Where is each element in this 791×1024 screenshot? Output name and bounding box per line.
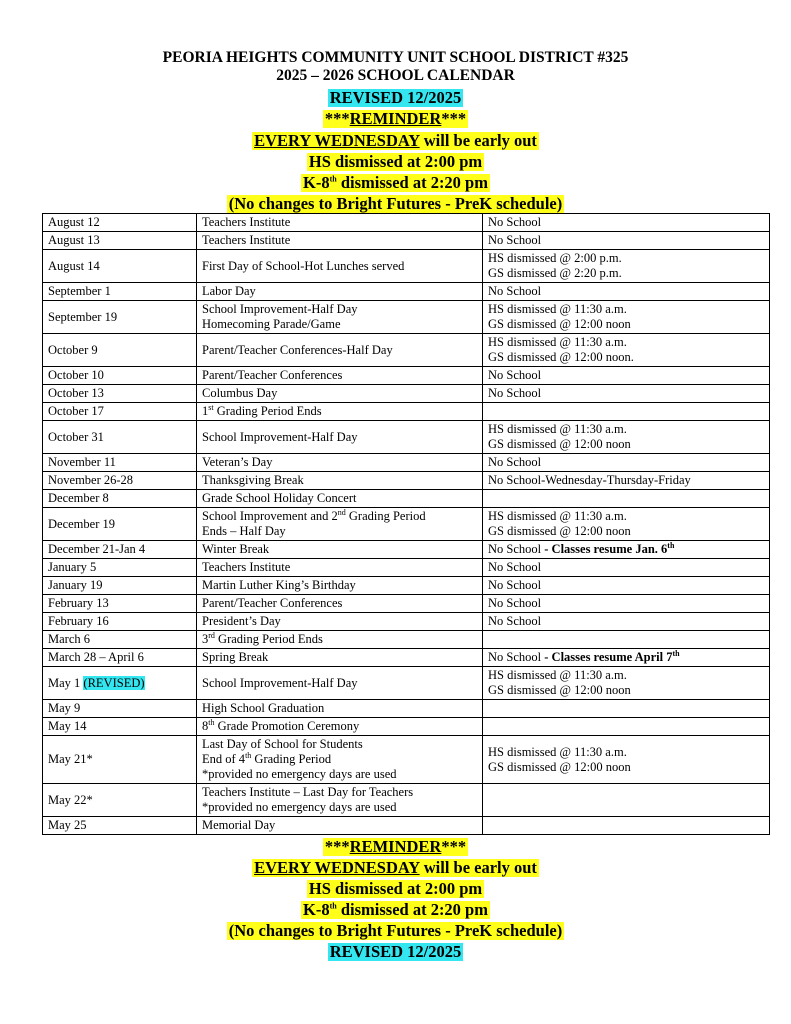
table-row	[43, 700, 770, 718]
date-cell: October 13	[43, 385, 197, 403]
note-cell: No School	[483, 367, 770, 385]
table-row	[43, 577, 770, 595]
note-cell	[483, 700, 770, 718]
note-cell: No School	[483, 232, 770, 250]
early-out-notice-top: EVERY WEDNESDAY will be early out	[254, 131, 537, 150]
table-row	[43, 817, 770, 835]
date-cell: January 19	[43, 577, 197, 595]
revised-notice-top: REVISED 12/2025	[329, 88, 462, 107]
event-cell: Last Day of School for Students End of 4th Grading Period *provided no emergency days are used	[197, 736, 483, 784]
event-cell: Teachers Institute	[197, 232, 483, 250]
date-cell: March 6	[43, 631, 197, 649]
date-cell: March 28 – April 6	[43, 649, 197, 667]
event-cell: Thanksgiving Break	[197, 472, 483, 490]
date-cell: August 14	[43, 250, 197, 283]
table-row	[43, 490, 770, 508]
event-cell: Grade School Holiday Concert	[197, 490, 483, 508]
note-cell: No School	[483, 559, 770, 577]
note-cell	[483, 817, 770, 835]
table-row	[43, 595, 770, 613]
table-row	[43, 649, 770, 667]
note-cell: No School	[483, 454, 770, 472]
note-cell: HS dismissed @ 2:00 p.m. GS dismissed @ 2:20 p.m.	[483, 250, 770, 283]
date-cell: May 21*	[43, 736, 197, 784]
event-cell: Teachers Institute – Last Day for Teachers *provided no emergency days are used	[197, 784, 483, 817]
table-row	[43, 301, 770, 334]
note-cell	[483, 631, 770, 649]
reminder-heading-top: ***REMINDER***	[324, 109, 467, 128]
table-row	[43, 736, 770, 784]
prek-notice-top: (No changes to Bright Futures - PreK schedule)	[228, 194, 563, 213]
event-cell: Veteran’s Day	[197, 454, 483, 472]
event-cell: 1st Grading Period Ends	[197, 403, 483, 421]
table-row	[43, 718, 770, 736]
table-row	[43, 559, 770, 577]
date-cell: November 11	[43, 454, 197, 472]
table-row	[43, 232, 770, 250]
note-cell: No School	[483, 595, 770, 613]
table-row	[43, 472, 770, 490]
event-cell: Winter Break	[197, 541, 483, 559]
note-cell	[483, 403, 770, 421]
note-cell: No School - Classes resume Jan. 6th	[483, 541, 770, 559]
date-cell: October 9	[43, 334, 197, 367]
date-cell: December 8	[43, 490, 197, 508]
date-cell: May 1 (REVISED)	[43, 667, 197, 700]
event-cell: Parent/Teacher Conferences-Half Day	[197, 334, 483, 367]
note-cell: No School	[483, 577, 770, 595]
hs-dismissal-top: HS dismissed at 2:00 pm	[308, 152, 483, 171]
date-cell: February 16	[43, 613, 197, 631]
note-cell	[483, 490, 770, 508]
note-cell: HS dismissed @ 11:30 a.m. GS dismissed @ 12:00 noon	[483, 301, 770, 334]
date-cell: September 19	[43, 301, 197, 334]
date-cell: August 13	[43, 232, 197, 250]
event-cell: Columbus Day	[197, 385, 483, 403]
date-cell: May 14	[43, 718, 197, 736]
table-row	[43, 403, 770, 421]
event-cell: First Day of School-Hot Lunches served	[197, 250, 483, 283]
event-cell: President’s Day	[197, 613, 483, 631]
note-cell: HS dismissed @ 11:30 a.m. GS dismissed @ 12:00 noon	[483, 421, 770, 454]
k8-dismissal-top: K-8th dismissed at 2:20 pm	[303, 173, 488, 192]
table-row	[43, 541, 770, 559]
table-row	[43, 454, 770, 472]
table-row	[43, 214, 770, 232]
table-row	[43, 421, 770, 454]
date-cell: January 5	[43, 559, 197, 577]
note-cell: No School	[483, 283, 770, 301]
event-cell: Labor Day	[197, 283, 483, 301]
event-cell: 8th Grade Promotion Ceremony	[197, 718, 483, 736]
revised-notice-bottom: REVISED 12/2025	[329, 942, 462, 961]
table-row	[43, 250, 770, 283]
table-row	[43, 367, 770, 385]
note-cell: No School	[483, 613, 770, 631]
date-cell: May 22*	[43, 784, 197, 817]
table-row	[43, 667, 770, 700]
event-cell: Teachers Institute	[197, 559, 483, 577]
note-cell: HS dismissed @ 11:30 a.m. GS dismissed @ 12:00 noon	[483, 736, 770, 784]
date-cell: October 31	[43, 421, 197, 454]
date-cell: December 21-Jan 4	[43, 541, 197, 559]
date-cell: October 17	[43, 403, 197, 421]
event-cell: Spring Break	[197, 649, 483, 667]
table-row	[43, 613, 770, 631]
early-out-notice-bottom: EVERY WEDNESDAY will be early out	[254, 858, 537, 877]
event-cell: High School Graduation	[197, 700, 483, 718]
event-cell: School Improvement-Half Day Homecoming Parade/Game	[197, 301, 483, 334]
table-row	[43, 508, 770, 541]
date-cell: February 13	[43, 595, 197, 613]
note-cell: HS dismissed @ 11:30 a.m. GS dismissed @ 12:00 noon	[483, 508, 770, 541]
event-cell: Parent/Teacher Conferences	[197, 595, 483, 613]
table-row	[43, 283, 770, 301]
event-cell: 3rd Grading Period Ends	[197, 631, 483, 649]
table-row	[43, 631, 770, 649]
calendar-table	[42, 213, 770, 835]
note-cell: HS dismissed @ 11:30 a.m. GS dismissed @ 12:00 noon	[483, 667, 770, 700]
table-row	[43, 334, 770, 367]
k8-dismissal-bottom: K-8th dismissed at 2:20 pm	[303, 900, 488, 919]
note-cell: No School	[483, 214, 770, 232]
date-cell: August 12	[43, 214, 197, 232]
date-cell: September 1	[43, 283, 197, 301]
table-row	[43, 385, 770, 403]
event-cell: School Improvement and 2nd Grading Period Ends – Half Day	[197, 508, 483, 541]
event-cell: Memorial Day	[197, 817, 483, 835]
event-cell: Teachers Institute	[197, 214, 483, 232]
date-cell: December 19	[43, 508, 197, 541]
note-cell: No School-Wednesday-Thursday-Friday	[483, 472, 770, 490]
note-cell: No School	[483, 385, 770, 403]
hs-dismissal-bottom: HS dismissed at 2:00 pm	[308, 879, 483, 898]
date-cell: May 25	[43, 817, 197, 835]
table-row	[43, 784, 770, 817]
note-cell: HS dismissed @ 11:30 a.m. GS dismissed @ 12:00 noon.	[483, 334, 770, 367]
event-cell: Martin Luther King’s Birthday	[197, 577, 483, 595]
revised-tag: (REVISED)	[83, 675, 145, 690]
district-title: PEORIA HEIGHTS COMMUNITY UNIT SCHOOL DISTRICT #325	[162, 49, 629, 66]
event-cell: Parent/Teacher Conferences	[197, 367, 483, 385]
note-cell: No School - Classes resume April 7th	[483, 649, 770, 667]
note-cell	[483, 718, 770, 736]
date-cell: May 9	[43, 700, 197, 718]
event-cell: School Improvement-Half Day	[197, 421, 483, 454]
event-cell: School Improvement-Half Day	[197, 667, 483, 700]
date-cell: November 26-28	[43, 472, 197, 490]
date-cell: October 10	[43, 367, 197, 385]
reminder-heading-bottom: ***REMINDER***	[324, 837, 467, 856]
note-cell	[483, 784, 770, 817]
calendar-title: 2025 – 2026 SCHOOL CALENDAR	[276, 67, 515, 84]
prek-notice-bottom: (No changes to Bright Futures - PreK schedule)	[228, 921, 563, 940]
